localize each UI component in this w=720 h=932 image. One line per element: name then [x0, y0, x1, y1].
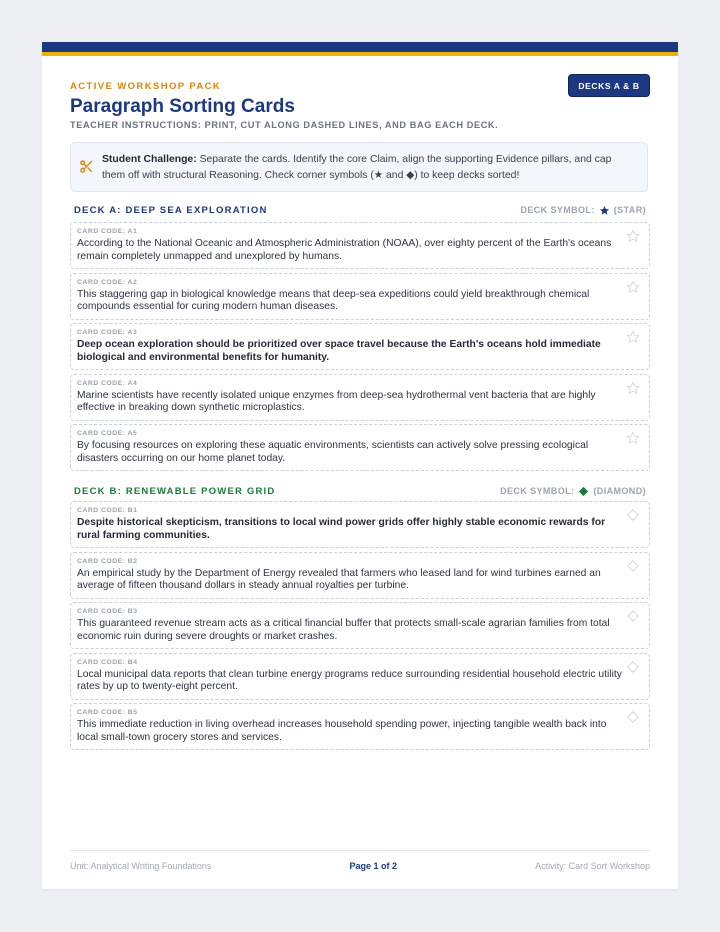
deck-b-cards: [70, 501, 650, 754]
teacher-instructions: TEACHER INSTRUCTIONS: PRINT, CUT ALONG DASHED LINES, AND BAG EACH DECK.: [70, 120, 499, 130]
deck-a-header: [74, 203, 646, 217]
star-outline-icon: [626, 381, 640, 395]
diamond-outline-icon: [626, 508, 640, 522]
eyebrow-label: ACTIVE WORKSHOP PACK: [70, 81, 222, 92]
deck-a-title: DECK A: DEEP SEA EXPLORATION: [74, 204, 268, 216]
deck-b-title: DECK B: RENEWABLE POWER GRID: [74, 485, 276, 497]
diamond-outline-icon: [626, 609, 640, 623]
diamond-icon: [578, 486, 589, 497]
deck-a-cards: [70, 222, 650, 475]
card-text: According to the National Oceanic and Atmospheric Administration (NOAA), over eighty percent of the Earth's oceans remain completely unmapped and unexplored by humans.: [77, 238, 612, 262]
card-b1[interactable]: [70, 501, 650, 548]
footer-page-number: Page 1 of 2: [349, 861, 398, 871]
card-code: CARD CODE: A1: [77, 228, 138, 235]
card-text: This immediate reduction in living overhead increases household spending power, injecting tangible wealth back into local small-town grocery stores and services.: [77, 719, 607, 743]
deck-b-header: [74, 484, 646, 498]
deck-a-symbol-name: (STAR): [613, 205, 646, 215]
card-text: Local municipal data reports that clean turbine energy programs reduce surrounding residential household electric utility rates by up to twenty-eight percent.: [77, 668, 622, 693]
card-code: CARD CODE: B4: [77, 658, 138, 666]
diamond-outline-icon: [626, 710, 640, 724]
challenge-label: Student Challenge:: [102, 154, 197, 165]
star-outline-icon: [626, 280, 640, 294]
deck-b-symbol: [500, 486, 646, 497]
card-code: CARD CODE: A4: [77, 379, 138, 387]
student-challenge-box: [70, 142, 648, 192]
page-title: Paragraph Sorting Cards: [70, 96, 295, 117]
card-text: Deep ocean exploration should be prioritized over space travel because the Earth's oceans hold immediate biological and environmental benefits for humanity.: [77, 339, 601, 363]
star-icon: [599, 205, 610, 216]
star-outline-icon: [626, 330, 640, 344]
card-a4[interactable]: [70, 374, 650, 421]
challenge-text: [102, 152, 637, 184]
card-a2[interactable]: [70, 273, 650, 320]
card-code: CARD CODE: B3: [77, 608, 138, 616]
card-code: CARD CODE: B5: [77, 709, 138, 717]
card-b3[interactable]: [70, 602, 650, 649]
deck-a-symbol-label: DECK SYMBOL:: [520, 205, 595, 215]
card-code: CARD CODE: A5: [77, 430, 138, 438]
card-text: Despite historical skepticism, transitions to local wind power grids offer highly stable economic rewards for rural farming communities.: [77, 517, 606, 541]
page-footer: [70, 850, 650, 871]
decks-badge: DECKS A & B: [568, 74, 650, 97]
deck-b-symbol-label: DECK SYMBOL:: [500, 486, 575, 496]
worksheet-page: [42, 42, 678, 889]
footer-unit: Unit: Analytical Writing Foundations: [70, 861, 212, 871]
card-text: This guaranteed revenue stream acts as a critical financial buffer that protects small-scale agrarian families from total economic ruin during severe droughts or market crashes.: [77, 618, 610, 642]
card-a3[interactable]: [70, 323, 650, 370]
card-b2[interactable]: [70, 552, 650, 599]
card-b5[interactable]: [70, 703, 650, 750]
card-text: By focusing resources on exploring these aquatic environments, scientists can actively solve pressing ecological disasters occurring on our home planet today.: [77, 440, 589, 464]
challenge-body: Separate the cards. Identify the core Claim, align the supporting Evidence pillars, and cap them off with structural Reasoning. Check corner symbols (★ and ◆) to keep decks sorted!: [102, 154, 612, 181]
card-text: Marine scientists have recently isolated unique enzymes from deep-sea hydrothermal vent bacteria that are highly effective in breaking down synthetic microplastics.: [77, 389, 596, 414]
card-code: CARD CODE: A2: [77, 278, 138, 286]
footer-activity: Activity: Card Sort Workshop: [535, 861, 650, 871]
star-outline-icon: [626, 431, 640, 445]
top-color-bar: [42, 42, 678, 52]
deck-b-symbol-name: (DIAMOND): [593, 486, 646, 496]
card-code: CARD CODE: B1: [77, 507, 138, 514]
card-a1[interactable]: [70, 222, 650, 269]
star-outline-icon: [626, 229, 640, 243]
card-code: CARD CODE: A3: [77, 329, 138, 337]
diamond-outline-icon: [626, 660, 640, 674]
card-code: CARD CODE: B2: [77, 557, 138, 565]
diamond-outline-icon: [626, 559, 640, 573]
card-b4[interactable]: [70, 653, 650, 700]
card-a5[interactable]: [70, 424, 650, 471]
card-text: This staggering gap in biological knowledge means that deep-sea expeditions could yield breakthrough chemical compounds essential for curing modern human diseases.: [77, 288, 590, 313]
scissors-icon: [79, 159, 94, 174]
deck-a-symbol: [520, 205, 646, 216]
top-accent-bar: [42, 52, 678, 56]
card-text: An empirical study by the Department of Energy revealed that farmers who leased land for wind turbines earned an average of fifteen thousand dollars in steady annual royalties per turbine.: [77, 567, 601, 592]
